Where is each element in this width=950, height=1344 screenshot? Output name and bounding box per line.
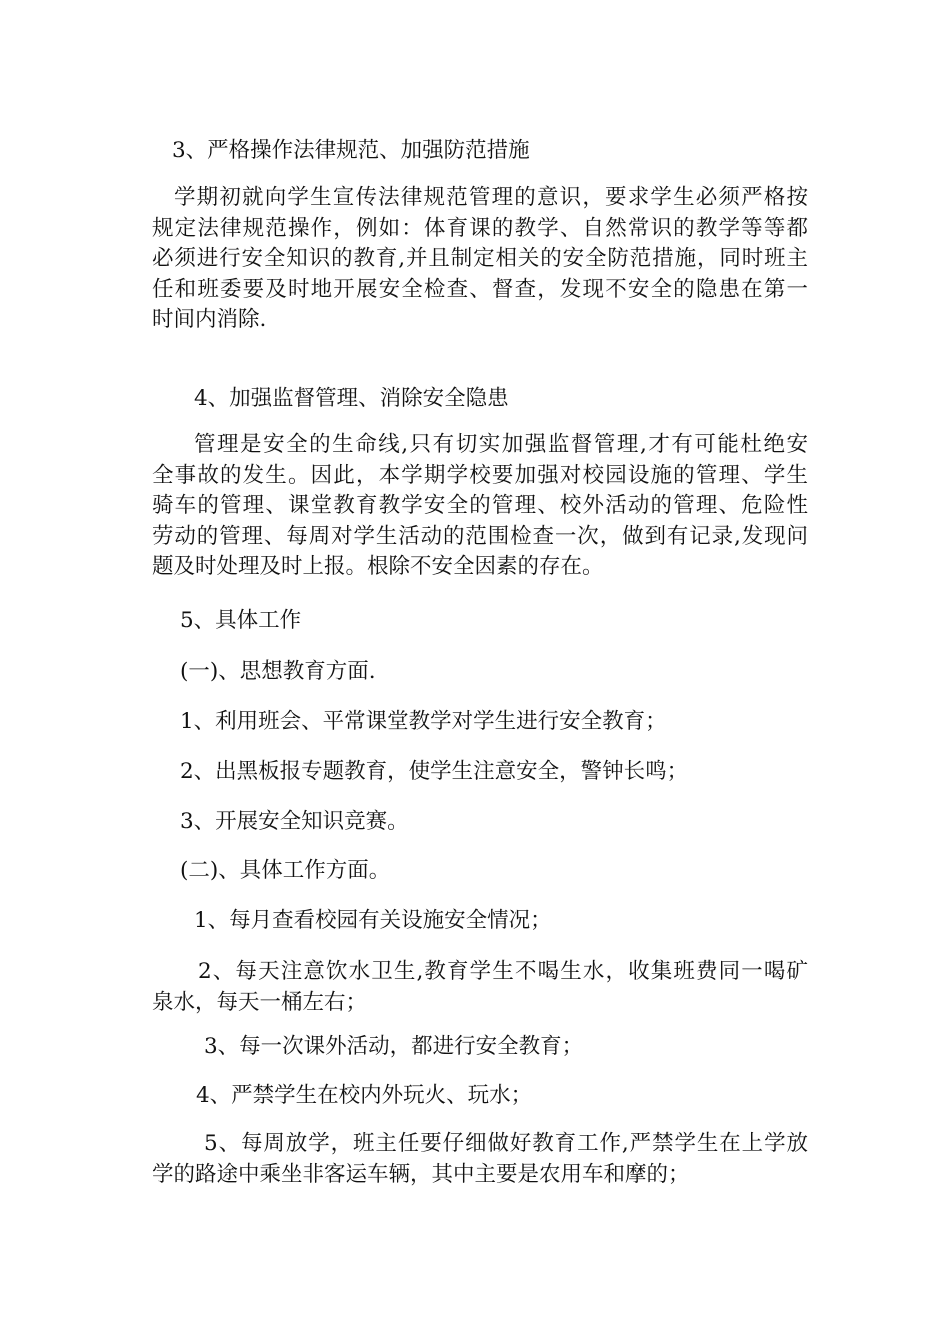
- paragraph-line: 劳动的管理、每周对学生活动的范围检查一次，做到有记录,发现问: [152, 523, 808, 549]
- paragraph-line: 骑车的管理、课堂教育教学安全的管理、校外活动的管理、危险性: [152, 493, 808, 518]
- paragraph-4: [152, 430, 808, 583]
- paragraph-line: 任和班委要及时地开展安全检查、督查，发现不安全的隐患在第一: [152, 276, 808, 302]
- paragraph-line: 规定法律规范操作，例如：体育课的教学、自然常识的教学等等都: [152, 215, 808, 241]
- paragraph-line: 必须进行安全知识的教育,并且制定相关的安全防范措施，同时班主: [152, 246, 808, 271]
- paragraph-3: [152, 183, 808, 336]
- section-2-item: 1、每月查看校园有关设施安全情况；: [194, 908, 552, 933]
- section-2-title: (二)、具体工作方面。: [180, 858, 391, 883]
- section-2-item: 3、每一次课外活动，都进行安全教育；: [204, 1034, 584, 1059]
- paragraph-line: 泉水，每天一桶左右；: [152, 989, 368, 1015]
- section-1-item: 2、出黑板报专题教育，使学生注意安全，警钟长鸣；: [180, 759, 689, 784]
- section-2-item: [152, 1129, 808, 1190]
- heading-5: 5、具体工作: [180, 608, 302, 633]
- section-1-title: (一)、思想教育方面.: [180, 659, 376, 684]
- paragraph-line: 全事故的发生。因此，本学期学校要加强对校园设施的管理、学生: [152, 462, 808, 488]
- section-1-item: 3、开展安全知识竞赛。: [180, 809, 409, 834]
- section-2-item: [152, 957, 808, 1018]
- paragraph-line: 管理是安全的生命线,只有切实加强监督管理,才有可能杜绝安: [194, 432, 808, 457]
- section-2-item: 4、严禁学生在校内外玩火、玩水；: [196, 1083, 533, 1108]
- paragraph-line: 题及时处理及时上报。根除不安全因素的存在。: [152, 554, 604, 579]
- paragraph-line: 2、每天注意饮水卫生,教育学生不喝生水，收集班费同一喝矿: [198, 959, 808, 984]
- heading-4: 4、加强监督管理、消除安全隐患: [194, 386, 509, 411]
- paragraph-line: 学的路途中乘坐非客运车辆，其中主要是农用车和摩的；: [152, 1161, 690, 1187]
- paragraph-line: 5、每周放学，班主任要仔细做好教育工作,严禁学生在上学放: [204, 1131, 808, 1156]
- section-1-item: 1、利用班会、平常课堂教学对学生进行安全教育；: [180, 709, 667, 734]
- heading-3: 3、严格操作法律规范、加强防范措施: [172, 138, 530, 163]
- paragraph-line: 学期初就向学生宣传法律规范管理的意识，要求学生必须严格按: [174, 185, 808, 210]
- paragraph-line: 时间内消除.: [152, 307, 267, 332]
